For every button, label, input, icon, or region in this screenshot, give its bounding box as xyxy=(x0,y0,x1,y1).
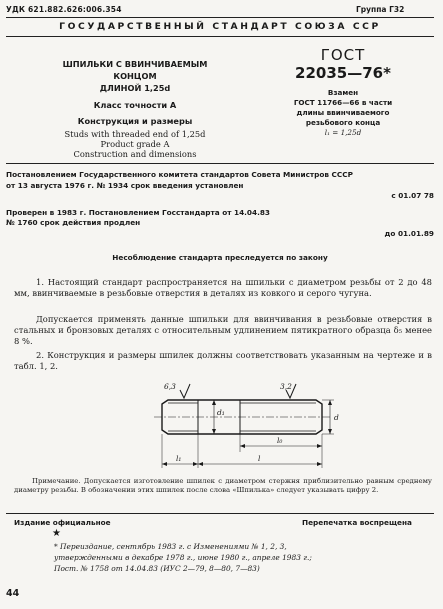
star-mark: ★ xyxy=(52,528,61,539)
dimension-label-l0: l₀ xyxy=(277,436,283,445)
udk-code: УДК 621.882.626:006.354 xyxy=(6,5,122,14)
title-ru-line4: Конструкция и размеры xyxy=(77,116,193,126)
drawing-note: Примечание. Допускается изготовление шпилек с диаметром стержня приблизительно равным среднему диаметру резьбы. В обозначении этих шпилек после слова «Шпилька» следует указывать цифру 2. xyxy=(14,477,432,494)
replaces-line2: ГОСТ 11766—66 в части xyxy=(293,98,393,107)
header-rule-bottom xyxy=(6,36,434,37)
replaces-block xyxy=(278,88,408,138)
replaces-line3: длины ввинчиваемого xyxy=(296,108,390,117)
title-ru-line2: ДЛИНОЙ 1,25d xyxy=(99,83,171,93)
reissue-note xyxy=(54,541,434,574)
title-ru-line1: ШПИЛЬКИ С ВВИНЧИВАЕМЫМ КОНЦОМ xyxy=(62,59,208,81)
decree-date1: с 01.07 78 xyxy=(391,191,434,200)
decree-block xyxy=(6,170,434,239)
title-en-line3: Construction and dimensions xyxy=(73,149,197,159)
title-rule xyxy=(6,163,434,164)
title-en-line2: Product grade A xyxy=(100,139,170,149)
dimension-label-l1: l₁ xyxy=(176,454,182,463)
decree-date2: до 01.01.89 xyxy=(384,228,434,238)
dimension-label-l: l xyxy=(258,454,261,463)
page-number: 44 xyxy=(6,588,20,599)
decree-line2: от 13 августа 1976 г. № 1934 срок введения установлен xyxy=(6,180,244,190)
gost-word: ГОСТ xyxy=(320,46,366,64)
replaces-line4: резьбового конца xyxy=(305,118,381,127)
replaces-line5: l₁ = 1,25d xyxy=(324,128,362,137)
reissue-line3: Пост. № 1758 от 14.04.83 (ИУС 2—79, 8—80, 7—83) xyxy=(54,564,260,573)
title-ru-line3: Класс точности А xyxy=(93,100,177,110)
dimension-label-d: d xyxy=(334,413,339,422)
standard-title xyxy=(40,58,230,159)
dimension-label-d1: d₁ xyxy=(217,408,225,417)
roughness-label-right: 3,2 xyxy=(280,382,292,391)
paragraph-2: Допускается применять данные шпильки для ввинчивания в резьбовые отверстия в стальных и бронзовых деталях с относительным удлинением пятикратного образца δ₅ менее 8 %. xyxy=(14,314,432,347)
prosecution-notice: Несоблюдение стандарта преследуется по закону xyxy=(112,253,328,262)
group-code: Группа Г32 xyxy=(356,5,405,14)
reprint-prohibited: Перепечатка воспрещена xyxy=(302,518,412,527)
reissue-line1: * Переиздание, сентябрь 1983 г. с Изменениями № 1, 2, 3, xyxy=(54,542,287,551)
decree-line1: Постановлением Государственного комитета стандартов Совета Министров СССР xyxy=(6,170,353,179)
reissue-line2: утвержденными в декабре 1978 г., июне 1980 г., апреле 1983 г.; xyxy=(54,553,312,562)
state-standard-heading: ГОСУДАРСТВЕННЫЙ СТАНДАРТ СОЮЗА ССР xyxy=(59,21,381,32)
footer-rule xyxy=(6,513,434,514)
stud-drawing xyxy=(140,380,360,472)
roughness-mark-left xyxy=(180,384,190,398)
roughness-label-left: 6,3 xyxy=(164,382,176,391)
header-rule-top xyxy=(6,17,434,18)
gost-designation xyxy=(278,46,408,138)
replaces-line1: Взамен xyxy=(327,88,359,97)
paragraph-1: 1. Настоящий стандарт распространяется на шпильки с диаметром резьбы от 2 до 48 мм, ввинчиваемые в резьбовые отверстия в деталях из ковкого и серого чугуна. xyxy=(14,277,432,299)
title-en-line1: Studs with threaded end of 1,25d xyxy=(64,129,206,139)
decree-line4: № 1760 срок действия продлен xyxy=(6,218,141,227)
paragraph-3: 2. Конструкция и размеры шпилек должны соответствовать указанным на чертеже и в табл. 1, 2. xyxy=(14,350,432,372)
gost-number: 22035—76* xyxy=(295,64,391,82)
decree-line3: Проверен в 1983 г. Постановлением Госстандарта от 14.04.83 xyxy=(6,207,270,217)
official-edition: Издание официальное xyxy=(14,518,111,527)
